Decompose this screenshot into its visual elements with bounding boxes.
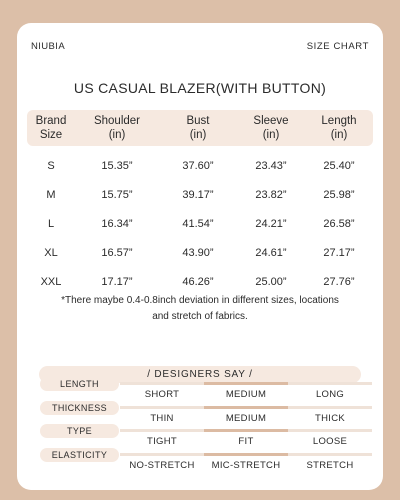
header-label: Sleeve	[253, 115, 289, 127]
header-label: Shoulder	[93, 115, 141, 127]
table-row	[27, 152, 373, 181]
size-chart-card	[17, 23, 383, 490]
attribute-label-type: TYPE	[40, 424, 119, 438]
shoulder-cell: 15.75”	[101, 189, 133, 201]
header-unit: (in)	[108, 129, 126, 141]
header-bust	[159, 114, 237, 142]
shoulder-cell: 16.34”	[101, 218, 133, 230]
designers-say-heading: / DESIGNERS SAY /	[39, 366, 361, 383]
size-cell: M	[46, 189, 56, 201]
attribute-label-thickness: THICKNESS	[40, 401, 119, 415]
selected-segment	[204, 382, 288, 385]
attribute-scale	[120, 429, 372, 432]
selected-segment	[204, 453, 288, 456]
length-cell: 25.98”	[323, 189, 355, 201]
attribute-option: LONG	[315, 389, 345, 400]
header-label: Brand	[35, 115, 67, 127]
chart-title: US CASUAL BLAZER(WITH BUTTON)	[73, 80, 327, 96]
note-line: and stretch of fabrics.	[152, 311, 248, 322]
shoulder-cell: 17.17”	[101, 276, 133, 288]
attribute-scale	[120, 453, 372, 456]
header-unit: Size	[39, 129, 63, 141]
attribute-option: NO-STRETCH	[129, 459, 195, 471]
attribute-option: STRETCH	[306, 459, 354, 471]
attribute-option: THIN	[150, 412, 174, 424]
header-length	[305, 114, 373, 142]
length-cell: 26.58”	[323, 218, 355, 230]
header-unit: (in)	[189, 129, 207, 141]
brand-name: NIUBIA	[31, 41, 66, 52]
attribute-option: THICK	[315, 412, 345, 424]
header-shoulder	[75, 114, 159, 142]
attribute-option: MIC-STRETCH	[211, 459, 281, 471]
shoulder-cell: 16.57”	[101, 247, 133, 259]
header-brand-size	[27, 114, 75, 142]
attribute-option: MEDIUM	[225, 389, 267, 400]
size-cell: L	[47, 218, 55, 230]
attribute-option: FIT	[238, 436, 254, 447]
header-label: Length	[321, 115, 357, 127]
bust-cell: 43.90”	[182, 247, 214, 259]
selected-segment	[204, 406, 288, 409]
attribute-scale	[120, 382, 372, 385]
table-body	[27, 152, 373, 297]
table-row	[27, 181, 373, 210]
bust-cell: 41.54”	[182, 218, 214, 230]
header-unit: (in)	[330, 129, 348, 141]
bust-cell: 37.60”	[182, 160, 214, 172]
bust-cell: 39.17”	[182, 189, 214, 201]
attribute-label-elasticity: ELASTICITY	[40, 448, 119, 462]
size-table	[27, 110, 373, 297]
selected-segment	[204, 429, 288, 432]
sleeve-cell: 24.21”	[255, 218, 287, 230]
size-cell: XXL	[40, 276, 62, 288]
attribute-option: SHORT	[144, 389, 180, 400]
attribute-option: LOOSE	[312, 436, 348, 447]
attribute-option: MEDIUM	[225, 412, 267, 424]
attribute-option: TIGHT	[147, 436, 177, 447]
sleeve-cell: 25.00”	[255, 276, 287, 288]
table-header	[27, 110, 373, 146]
bust-cell: 46.26”	[182, 276, 214, 288]
size-cell: XL	[44, 247, 58, 259]
table-row	[27, 239, 373, 268]
header-label: Bust	[186, 115, 210, 127]
document-type: SIZE CHART	[306, 41, 369, 52]
size-cell: S	[47, 160, 55, 172]
sleeve-cell: 23.82”	[255, 189, 287, 201]
header-unit: (in)	[262, 129, 280, 141]
attribute-label-length: LENGTH	[40, 377, 119, 391]
deviation-note	[27, 293, 373, 325]
length-cell: 27.17”	[323, 247, 355, 259]
header-sleeve	[237, 114, 305, 142]
sleeve-cell: 23.43”	[255, 160, 287, 172]
length-cell: 25.40”	[323, 160, 355, 172]
note-line: *There maybe 0.4-0.8inch deviation in different sizes, locations	[61, 295, 339, 306]
attribute-scale	[120, 406, 372, 409]
length-cell: 27.76”	[323, 276, 355, 288]
shoulder-cell: 15.35”	[101, 160, 133, 172]
sleeve-cell: 24.61”	[255, 247, 287, 259]
table-row	[27, 210, 373, 239]
